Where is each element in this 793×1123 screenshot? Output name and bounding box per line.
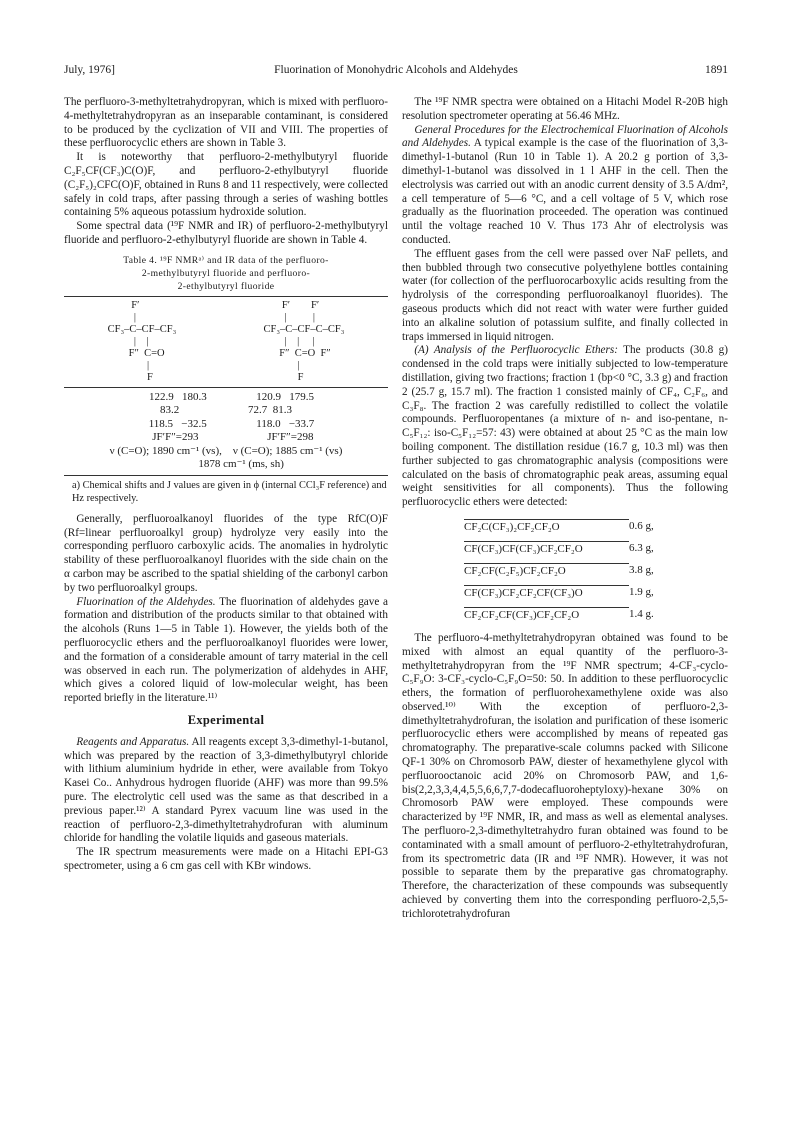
table-rule xyxy=(64,475,388,476)
ether-formula: CF₂CF₂CF(CF₃)CF₂CF₂O xyxy=(464,607,629,623)
paragraph: Generally, perfluoroalkanoyl fluorides of the type RfC(O)F (Rf=linear perfluoroalkyl group) hydrolyze very easily into the corresponding perfluoro carboxylic acids. The anomalies in hydrolytic stability of these perfluoroalkanoyl fluorides with the side chain on the α carbon may be ascribed to the spatial shielding of the carbonyl carbon by two perfluoroalkyl groups. xyxy=(64,512,388,594)
table-row xyxy=(64,431,388,445)
table-row xyxy=(64,404,388,418)
ether-item xyxy=(464,538,728,560)
table-4 xyxy=(64,254,388,505)
page-number: 1891 xyxy=(705,64,728,76)
table-rule xyxy=(64,296,388,297)
paragraph xyxy=(402,344,728,510)
run-in-heading: General Procedures for the Electrochemical Fluorination of Alcohols and Aldehydes. xyxy=(402,123,728,150)
run-in-heading: (A) Analysis of the Perfluorocyclic Ethers: xyxy=(414,344,618,357)
ether-mass: 1.4 g. xyxy=(629,608,654,620)
ether-formula: CF₂C(CF₃)₂CF₂CF₂O xyxy=(464,519,629,535)
ether-mass: 3.8 g, xyxy=(629,564,654,576)
run-in-heading: Fluorination of the Aldehydes. xyxy=(76,595,216,608)
table-body xyxy=(64,296,388,476)
table-row xyxy=(64,418,388,432)
table-cell: ν (C=O); 1890 cm⁻¹ (vs), ν (C=O); 1885 cm⁻¹ (vs) xyxy=(109,444,343,457)
table-row xyxy=(64,458,388,472)
paragraph-text: All reagents except 3,3-dimethyl-1-butanol, which was prepared by the reaction of 3,3-dimethylbutyryl chloride with lithium aluminium hydride in ether, were available from Tokyo Kasei Co.. Anhydrous hydrogen fluoride (AHF) was more than 99.5% pure. The electrolytic cell used was the same as that described in a previous paper.¹²⁾ A standard Pyrex vacuum line was used in the reaction of perfluoro-2,3-dimethyltetrahydrofuran with aluminum chloride for handling the volatile liquids and gaseous materials. xyxy=(64,735,388,845)
paragraph: The ¹⁹F NMR spectra were obtained on a Hitachi Model R-20B high resolution spectrometer operating at 56.46 MHz. xyxy=(402,96,728,122)
table-cell: 118.5 −32.5 118.0 −33.7 xyxy=(137,417,315,430)
ether-item xyxy=(464,516,728,538)
table-rule xyxy=(64,387,388,388)
caption-line: 2-methylbutyryl fluoride and perfluoro- xyxy=(141,267,311,279)
table-footnote: a) Chemical shifts and J values are given in ϕ (internal CCl₃F reference) and Hz respectively. xyxy=(72,479,387,504)
ether-item xyxy=(464,582,728,604)
paragraph: The perfluoro-3-methyltetrahydropyran, which is mixed with perfluoro-4-methyltetrahydropyran as an inseparable contaminant, is considered to be produced by the cyclization of VII and VIII. The properties of these perfluorocyclic ethers are shown in Table 3. xyxy=(64,96,388,150)
table-cell: 1878 cm⁻¹ (ms, sh) xyxy=(168,458,284,471)
header-title: Fluorination of Monohydric Alcohols and Aldehydes xyxy=(274,64,518,76)
ether-formula: CF(CF₃)CF(CF₃)CF₂CF₂O xyxy=(464,541,629,557)
table-row xyxy=(64,445,388,459)
paragraph xyxy=(64,736,388,846)
paragraph-text: The fluorination of aldehydes gave a formation and distribution of the products similar to that obtained with the alcohols (Runs 1—5 in Table 1). However, the yields both of the perfluorocyclic ethers and the perfluoroalkanoyl fluorides were lower, and the formation of a considerable amount of tarry material in the cell was observed in each run. The polymerization of aldehydes in AHF, which gives a colored liquid of low-molecular weight, has been reported briefly in the literature.¹¹⁾ xyxy=(64,595,388,705)
caption-line: Table 4. ¹⁹F NMRᵃ⁾ and IR data of the perfluoro- xyxy=(123,254,329,266)
table-cell: 122.9 180.3 120.9 179.5 xyxy=(138,390,314,403)
paragraph-text: The products (30.8 g) condensed in the cold traps were initially subjected to low-temperature distillation, giving two fractions; fraction 1 (bp<0 °C, 3.3 g) and fraction 2 (25.7 g, 15.7 ml). The fraction 1 consisted mainly of CF₄, C₂F₆, and C₃F₈. The fraction 2 was carefully redistilled to collect the volatile compounds. Perfluoropentanes (a mixture of n- and iso-pentane, n-C₅F₁₂: iso-C₅F₁₂=57: 43) were obtained at about 25 °C as the main low boiling component. The distillation residue (16.7 g, 10.3 ml) was then further subjected to gas chromatographic analysis (compositions were calculated on the basis of chromatographic peak areas, assuming equal weight sensitivities for all components). Thus the following perfluorocyclic ethers were detected: xyxy=(402,344,729,509)
paragraph xyxy=(402,124,728,248)
ether-formula: CF₂CF(C₂F₅)CF₂CF₂O xyxy=(464,563,629,579)
paragraph: The effluent gases from the cell were passed over NaF pellets, and then bubbled through two consecutive polyethylene bottles containing water (for collection of the perfluorocarboxylic acids resulting from the hydrolysis of the corresponding perfluoroalkanoyl fluorides). The gaseous products which did not react with water were further guided into an alkaline solution of potassium sulfite, and finally collected in traps immersed in liquid nitrogen. xyxy=(402,247,728,343)
paragraph-text: A typical example is the case of the fluorination of 3,3-dimethyl-1-butanol (Run 10 in Table 1). A 20.2 g portion of 3,3-dimethyl-1-butanol was dissolved in 1 l AHF in the cell. Then the electrolysis was carried out with an anodic current density of 3.5 A/dm², a cell temperature of 5—6 °C, and a cell voltage of 5 V, which rose gradually as the fluorination proceeded. The operation was continued until the voltage reached 10 V. Thus 173 Ahr of electrolysis was conducted. xyxy=(402,137,728,246)
ether-mass: 0.6 g, xyxy=(629,520,654,532)
left-column xyxy=(64,96,388,874)
run-in-heading: Reagents and Apparatus. xyxy=(76,735,190,748)
paragraph: Some spectral data (¹⁹F NMR and IR) of perfluoro-2-methylbutyryl fluoride and perfluoro-2-ethylbutyryl fluoride are shown in Table 4. xyxy=(64,220,388,246)
paragraph: The perfluoro-4-methyltetrahydropyran obtained was found to be mixed with almost an equal quantity of the perfluoro-3-methyltetrahydropyran from the ¹⁹F NMR spectrum; 4-CF₃-cyclo-C₅F₉O: 3-CF₃-cyclo-C₅F₉O=50: 50. In addition to these perfluorocyclic ethers, the formation of perfluorohexamethylene oxide was also observed.¹⁰⁾ With the exception of perfluoro-2,3-dimethyltetrahydrofuran, the isolation and purification of these isomeric perfluorocyclic ethers were accomplished by means of repeated gas chromatography. The preparative-scale columns packed with Silicone QF-1 30% on Chromosorb PAW, diester of hexamethylene glycol with perfluorooctanoic acid 20% on Chromosorb PAW, and 1,6-bis(2,2,3,3,4,4,5,5,6,6,7,7-dodecafluoroheptyloxy)-hexane 30% on Chromosorb PAW were employed. These compounds were characterized by ¹⁹F NMR, IR, and mass as well as elemental analyses. The perfluoro-2,3-dimethyltetrahydro furan obtained was found to be contaminated with a small amount of perfluoro-2-ethyltetrahydrofuran, from its spectrometric data (IR and ¹⁹F NMR). However, it was not possible to separate them by the preparative gas chromatography. Therefore, the characterization of these compounds was subsequently achieved by converting them into the corresponding perfluoro-2,5,5-trichlorotetrahydrofuran xyxy=(402,631,728,920)
table-caption xyxy=(64,254,388,293)
ether-mass: 1.9 g, xyxy=(629,586,654,598)
ether-list xyxy=(464,516,728,626)
caption-line: 2-ethylbutyryl fluoride xyxy=(177,280,275,292)
paragraph: It is noteworthy that perfluoro-2-methylbutyryl fluoride C₂F₅CF(CF₃)C(O)F, and perfluoro-2-ethylbutyryl fluoride (C₂F₅)₂CFC(O)F, obtained in Runs 8 and 11 respectively, were collected safely in cold traps, after passing through a series of washing bottles containing 5% aqueous potassium hydroxide solution. xyxy=(64,151,388,219)
structure-methylbutyryl: F′ | CF₃–C–CF–CF₃ | | F″ C=O | F xyxy=(107,299,177,383)
structure-ethylbutyryl: F′ F′ | | CF₃–C–CF–C–CF₃ | | | F″ C=O F″ | F xyxy=(263,299,345,383)
table-cell: 83.2 72.7 81.3 xyxy=(160,404,292,417)
table-row xyxy=(64,391,388,405)
ether-item xyxy=(464,604,728,626)
paragraph: The IR spectrum measurements were made on a Hitachi EPI-G3 spectrometer, using a 6 cm gas cell with KBr windows. xyxy=(64,846,388,872)
ether-formula: CF(CF₃)CF₂CF₂CF(CF₃)O xyxy=(464,585,629,601)
table-cell: JF′F″=293 JF′F″=298 xyxy=(138,431,314,444)
header-date: July, 1976] xyxy=(64,64,116,76)
right-column xyxy=(402,96,728,922)
ether-mass: 6.3 g, xyxy=(629,542,654,554)
paragraph xyxy=(64,596,388,706)
ether-item xyxy=(464,560,728,582)
running-header xyxy=(64,64,728,80)
section-heading: Experimental xyxy=(187,712,265,727)
structure-row xyxy=(64,300,388,384)
